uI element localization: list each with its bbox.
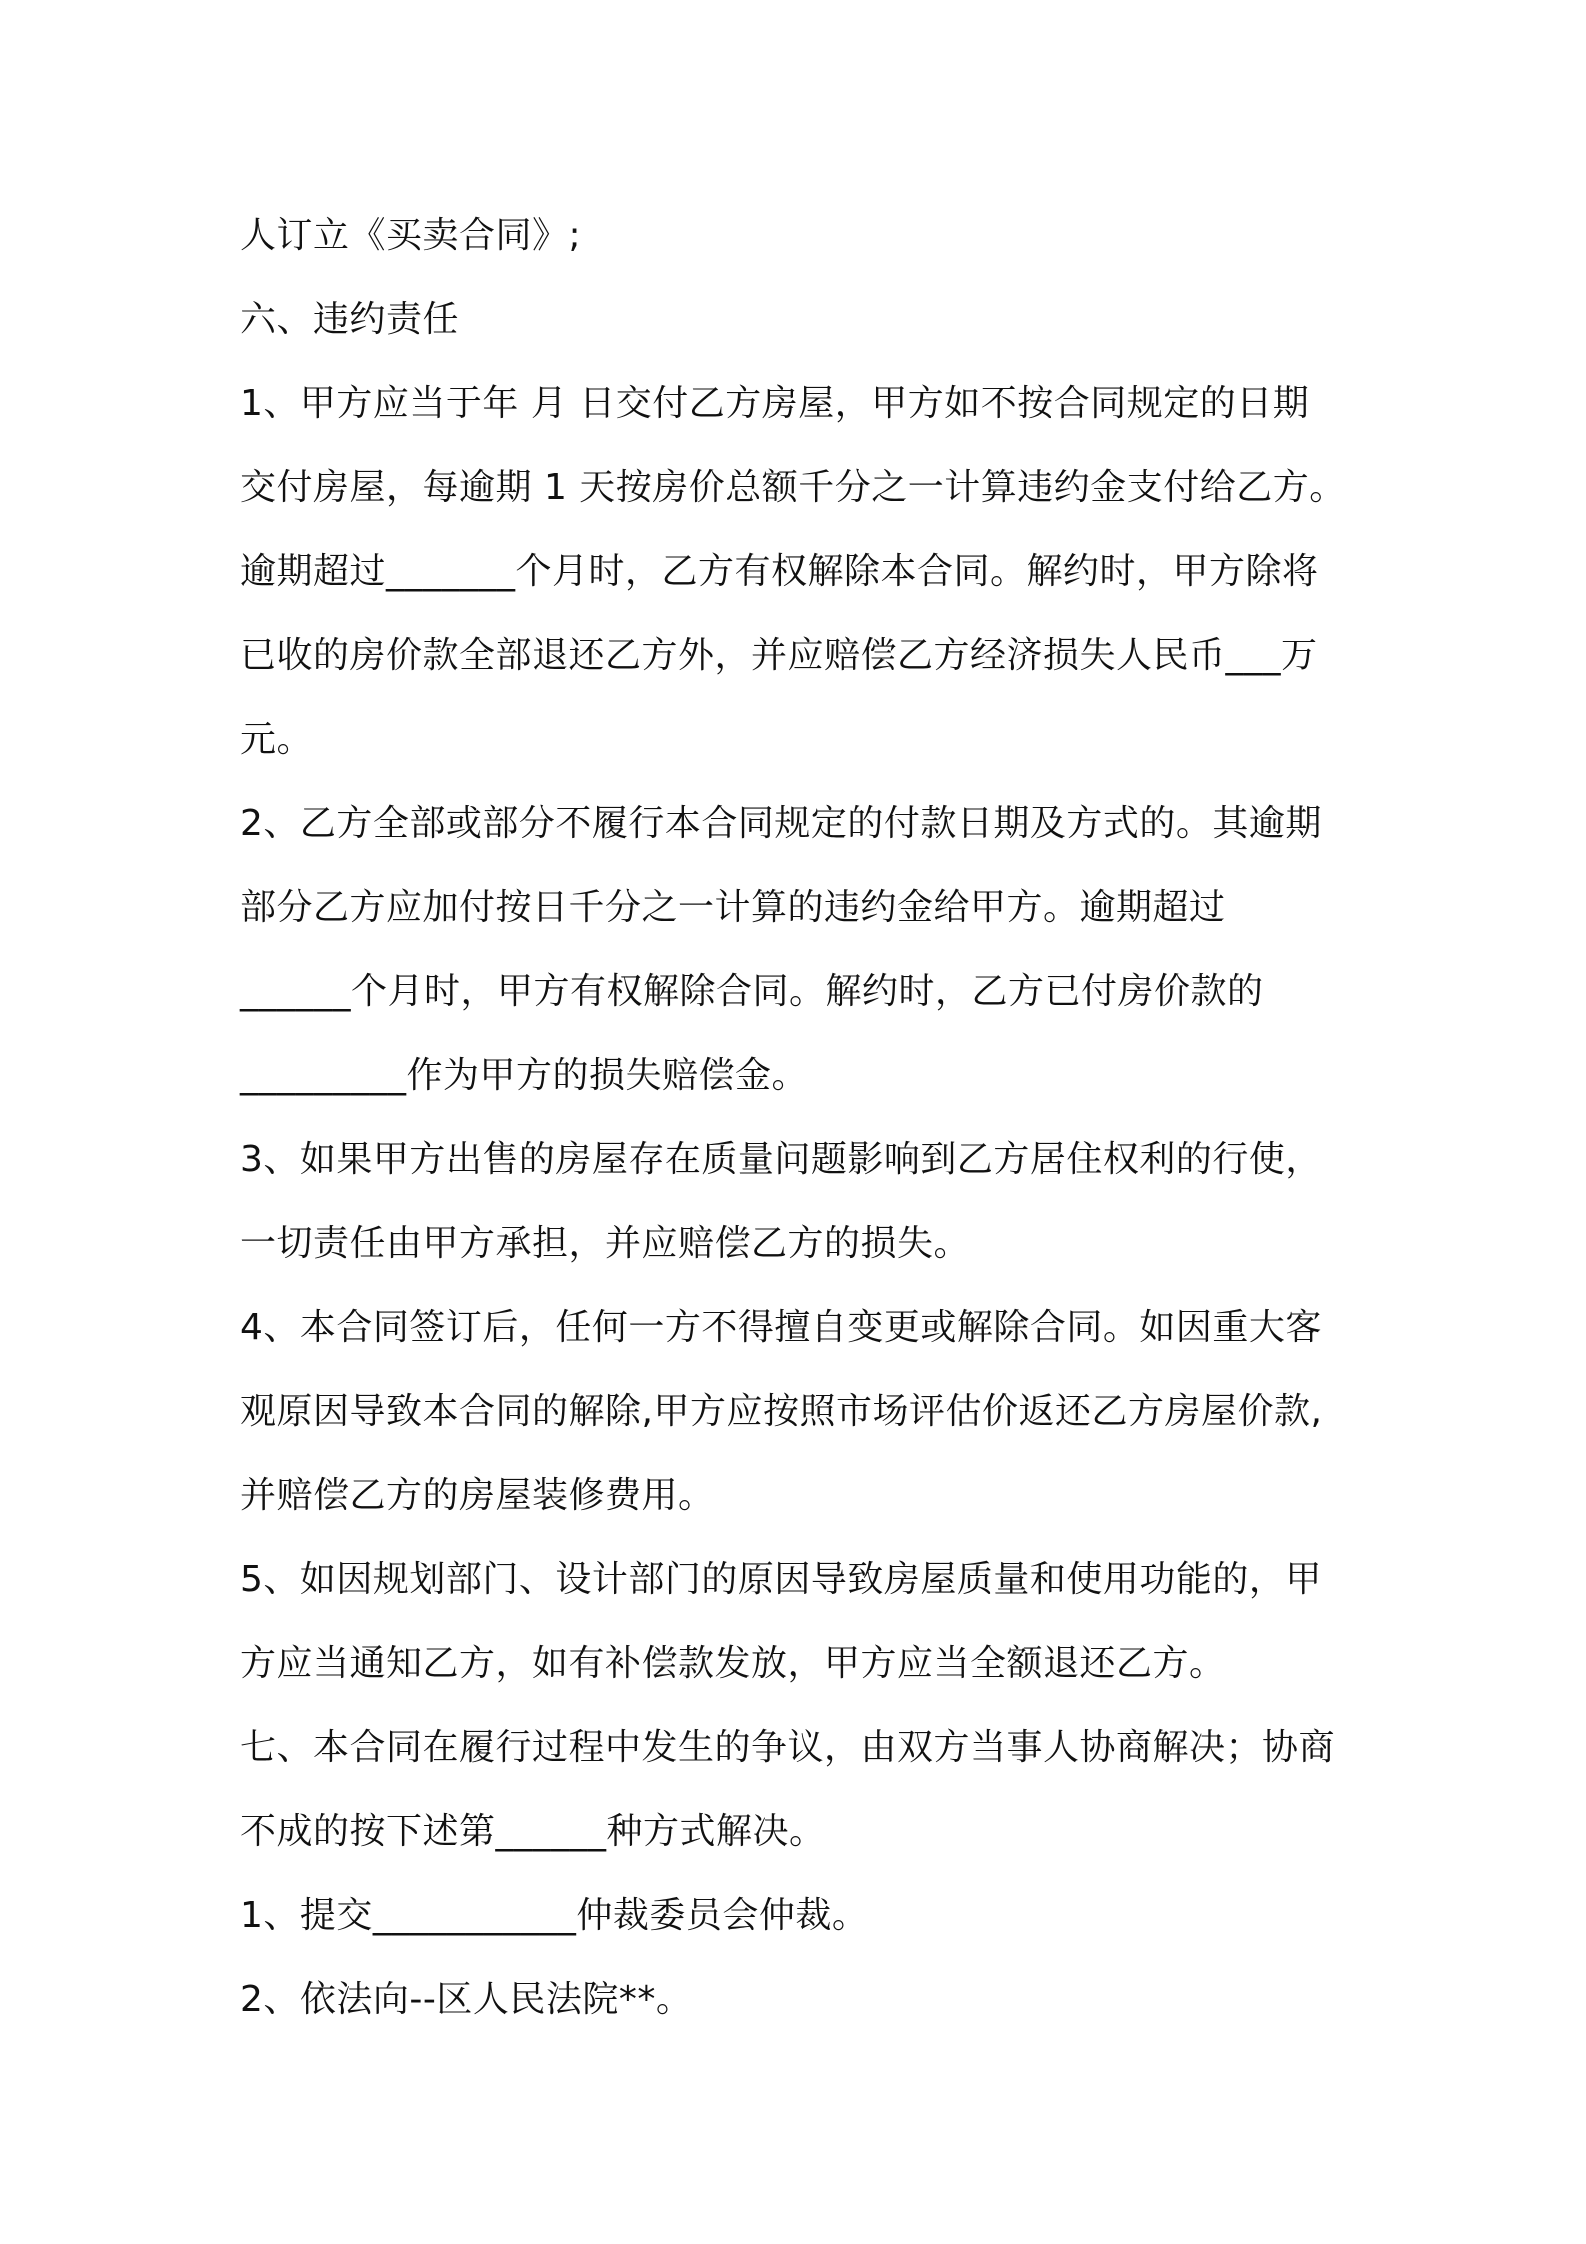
text-line: 人订立《买卖合同》; bbox=[240, 215, 582, 256]
text-line: 交付房屋，每逾期 1 天按房价总额千分之一计算违约金支付给乙方。 bbox=[240, 467, 1346, 508]
text-line: 元。 bbox=[240, 719, 314, 760]
text-line: 1、甲方应当于年 月 日交付乙方房屋，甲方如不按合同规定的日期 bbox=[240, 383, 1310, 424]
text-line: 不成的按下述第______种方式解决。 bbox=[240, 1811, 826, 1852]
text-line: 3、如果甲方出售的房屋存在质量问题影响到乙方居住权利的行使， bbox=[240, 1139, 1322, 1180]
section-heading-dispute-resolution: 七、本合同在履行过程中发生的争议，由双方当事人协商解决；协商 bbox=[240, 1727, 1336, 1768]
text-line: 逾期超过_______个月时，乙方有权解除本合同。解约时，甲方除将 bbox=[240, 551, 1319, 592]
text-line: 观原因导致本合同的解除,甲方应按照市场评估价返还乙方房屋价款, bbox=[240, 1391, 1323, 1432]
text-line: 方应当通知乙方，如有补偿款发放，甲方应当全额退还乙方。 bbox=[240, 1643, 1226, 1684]
text-line: 1、提交___________仲裁委员会仲裁。 bbox=[240, 1895, 869, 1936]
document-body bbox=[240, 194, 1370, 2042]
text-line: _________作为甲方的损失赔偿金。 bbox=[240, 1055, 809, 1096]
text-line: 并赔偿乙方的房屋装修费用。 bbox=[240, 1475, 715, 1516]
section-heading-breach-liability: 六、违约责任 bbox=[240, 299, 460, 340]
text-line: 部分乙方应加付按日千分之一计算的违约金给甲方。逾期超过 bbox=[240, 887, 1226, 928]
text-line: 5、如因规划部门、设计部门的原因导致房屋质量和使用功能的，甲 bbox=[240, 1559, 1322, 1600]
text-line: 2、乙方全部或部分不履行本合同规定的付款日期及方式的。其逾期 bbox=[240, 803, 1322, 844]
text-line: 4、本合同签订后，任何一方不得擅自变更或解除合同。如因重大客 bbox=[240, 1307, 1322, 1348]
text-line: 一切责任由甲方承担，并应赔偿乙方的损失。 bbox=[240, 1223, 971, 1264]
text-line: 已收的房价款全部退还乙方外，并应赔偿乙方经济损失人民币___万 bbox=[240, 635, 1318, 676]
text-line: 2、依法向--区人民法院**。 bbox=[240, 1979, 693, 2020]
text-line: ______个月时，甲方有权解除合同。解约时，乙方已付房价款的 bbox=[240, 971, 1264, 1012]
